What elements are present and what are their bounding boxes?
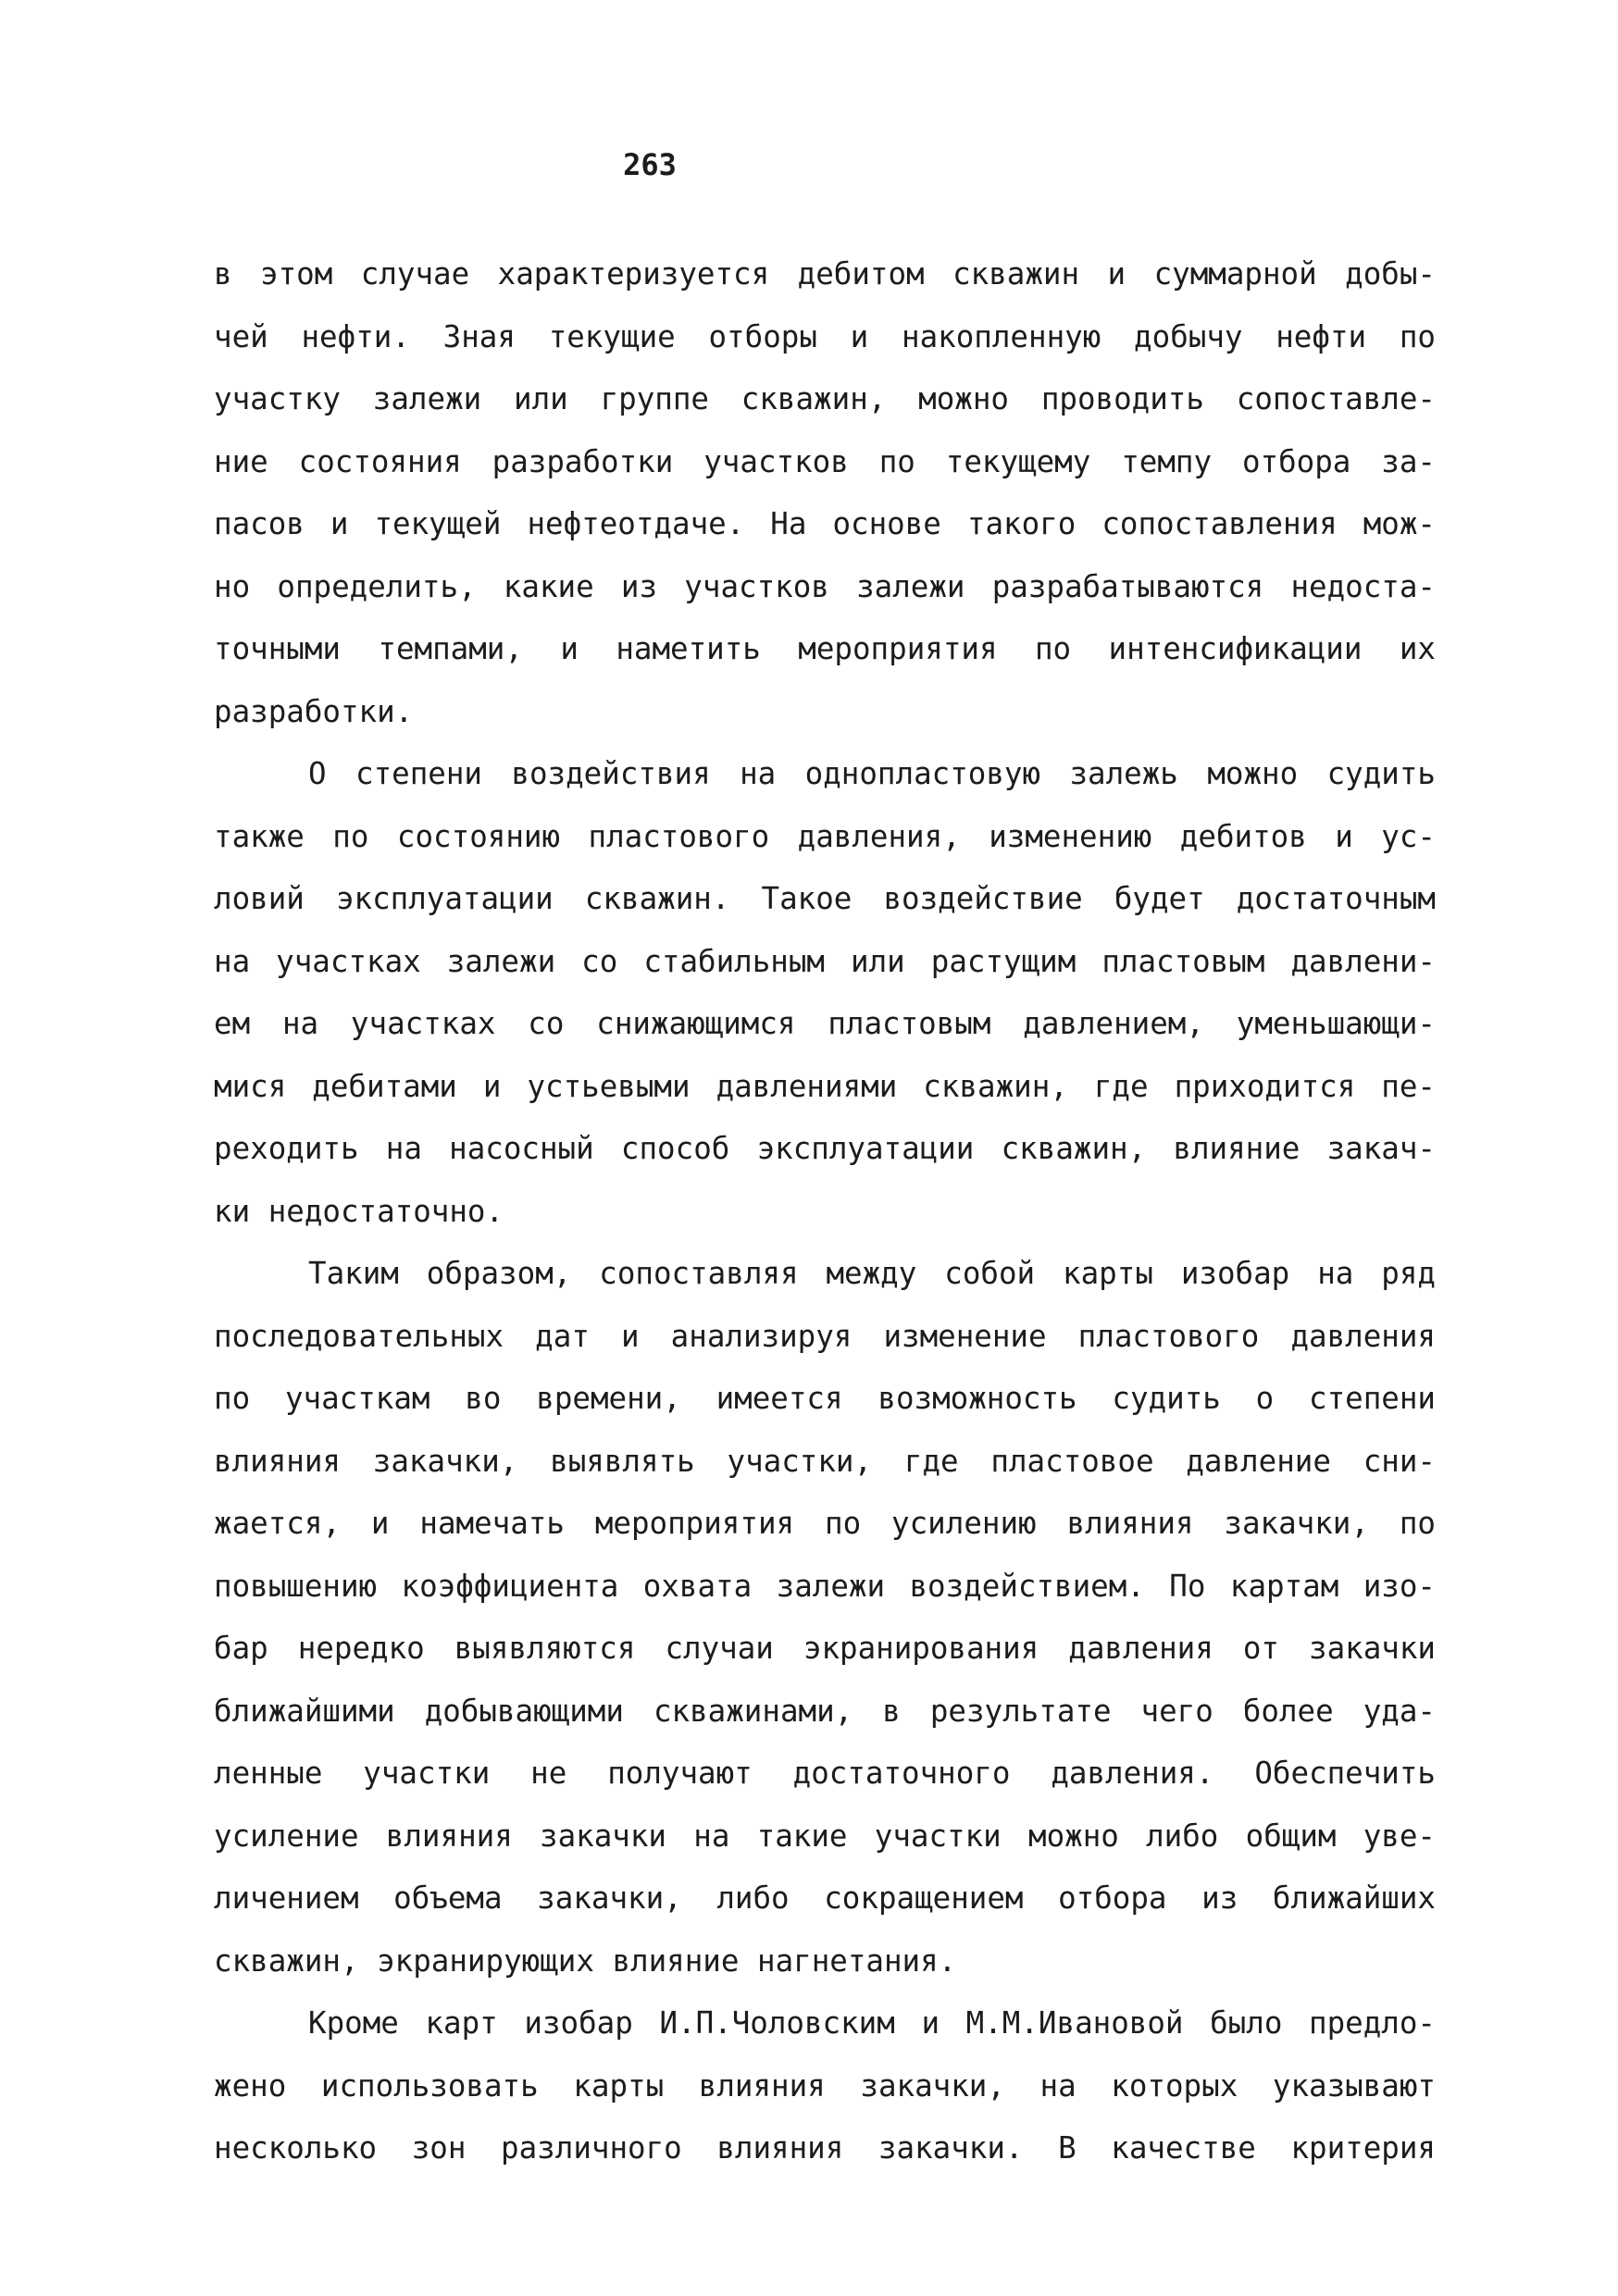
- text-line: влияния закачки, выявлять участки, где пластовое давление сни-: [214, 1443, 1436, 1479]
- paragraph-3: [214, 1243, 1436, 1992]
- text-line: скважин, экранирующих влияние нагнетания.: [214, 1942, 957, 1979]
- paragraph-2: [214, 743, 1436, 1243]
- text-line: несколько зон различного влияния закачки. В качестве критерия: [214, 2130, 1436, 2166]
- text-line: жено использовать карты влияния закачки, на которых указывают: [214, 2067, 1436, 2104]
- text-line: мися дебитами и устьевыми давлениями скважин, где приходится пе-: [214, 1068, 1436, 1104]
- text-line: ближайшими добывающими скважинами, в результате чего более уда-: [214, 1693, 1436, 1729]
- text-line: но определить, какие из участков залежи разрабатываются недоста-: [214, 568, 1436, 604]
- text-line: личением объема закачки, либо сокращением отбора из ближайших: [214, 1880, 1436, 1916]
- text-line: усиление влияния закачки на такие участки можно либо общим уве-: [214, 1818, 1436, 1854]
- body-text: [214, 243, 1436, 2180]
- text-line: Кроме карт изобар И.П.Чоловским и М.М.Ивановой было предло-: [308, 2005, 1436, 2041]
- text-line: жается, и намечать мероприятия по усилению влияния закачки, по: [214, 1506, 1436, 1541]
- text-line: ем на участках со снижающимся пластовым давлением, уменьшающи-: [214, 1006, 1436, 1041]
- text-line: на участках залежи со стабильным или растущим пластовым давлени-: [214, 943, 1436, 979]
- text-line: ние состояния разработки участков по текущему темпу отбора за-: [214, 443, 1436, 479]
- text-line: участку залежи или группе скважин, можно проводить сопоставле-: [214, 381, 1436, 416]
- text-line: ки недостаточно.: [214, 1193, 504, 1229]
- text-line: повышению коэффициента охвата залежи воздействием. По картам изо-: [214, 1568, 1436, 1604]
- text-line: чей нефти. Зная текущие отборы и накопленную добычу нефти по: [214, 318, 1436, 354]
- text-line: ловий эксплуатации скважин. Такое воздействие будет достаточным: [214, 881, 1436, 916]
- paragraph-4: [214, 1992, 1436, 2180]
- text-line: бар нередко выявляются случаи экранирования давления от закачки: [214, 1631, 1436, 1666]
- text-line: по участкам во времени, имеется возможность судить о степени: [214, 1381, 1436, 1416]
- page-number: 263: [623, 147, 677, 182]
- text-line: Таким образом, сопоставляя между собой карты изобар на ряд: [308, 1256, 1436, 1291]
- text-line: точными темпами, и наметить мероприятия по интенсификации их: [214, 631, 1436, 666]
- text-line: в этом случае характеризуется дебитом скважин и суммарной добы-: [214, 256, 1436, 292]
- text-line: реходить на насосный способ эксплуатации скважин, влияние закач-: [214, 1131, 1436, 1166]
- text-line: пасов и текущей нефтеотдаче. На основе такого сопоставления мож-: [214, 506, 1436, 541]
- text-line: также по состоянию пластового давления, изменению дебитов и ус-: [214, 818, 1436, 854]
- text-line: ленные участки не получают достаточного давления. Обеспечить: [214, 1756, 1436, 1791]
- text-line: последовательных дат и анализируя изменение пластового давления: [214, 1318, 1436, 1354]
- paragraph-1: [214, 243, 1436, 743]
- text-line: разработки.: [214, 693, 414, 729]
- text-line: О степени воздействия на однопластовую залежь можно судить: [308, 756, 1436, 791]
